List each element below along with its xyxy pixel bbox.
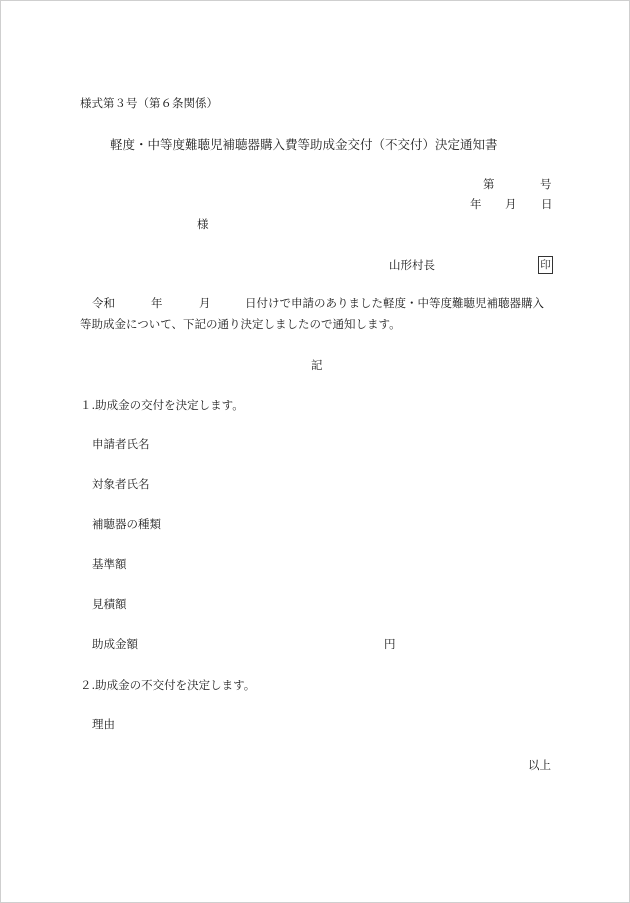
section1-heading: １.助成金の交付を決定します。 [80, 398, 244, 412]
date-month: 月 [505, 197, 517, 211]
form-number: 様式第３号（第６条関係） [80, 96, 218, 110]
standard-amount-label: 基準額 [92, 557, 127, 571]
closing-ijo: 以上 [528, 758, 551, 772]
ki-label: 記 [311, 358, 323, 372]
addressee-suffix: 様 [197, 217, 209, 231]
body-line2: 等助成金について、下記の通り決定しましたので通知します。 [80, 317, 401, 331]
seal-box [538, 256, 553, 274]
subsidy-amount-label: 助成金額 [92, 637, 138, 651]
body-month: 月 [199, 296, 211, 310]
applicant-name-label: 申請者氏名 [92, 437, 150, 451]
document-title: 軽度・中等度難聴児補聴器購入費等助成金交付（不交付）決定通知書 [110, 137, 498, 152]
date-day: 日 [541, 197, 553, 211]
subject-name-label: 対象者氏名 [92, 477, 150, 491]
issuer-name: 山形村長 [389, 258, 435, 272]
doc-number-gou: 号 [540, 177, 552, 191]
doc-number-dai: 第 [483, 177, 495, 191]
date-year: 年 [470, 197, 482, 211]
section2-heading: ２.助成金の不交付を決定します。 [80, 678, 256, 692]
body-year: 年 [151, 296, 163, 310]
estimate-amount-label: 見積額 [92, 597, 127, 611]
seal-label: 印 [540, 259, 551, 271]
reason-label: 理由 [92, 717, 115, 731]
body-reiwa: 令和 [92, 296, 115, 310]
body-line1-rest: 日付けで申請のありました軽度・中等度難聴児補聴器購入 [245, 296, 544, 310]
hearing-aid-type-label: 補聴器の種類 [92, 517, 161, 531]
yen-unit: 円 [384, 637, 396, 651]
